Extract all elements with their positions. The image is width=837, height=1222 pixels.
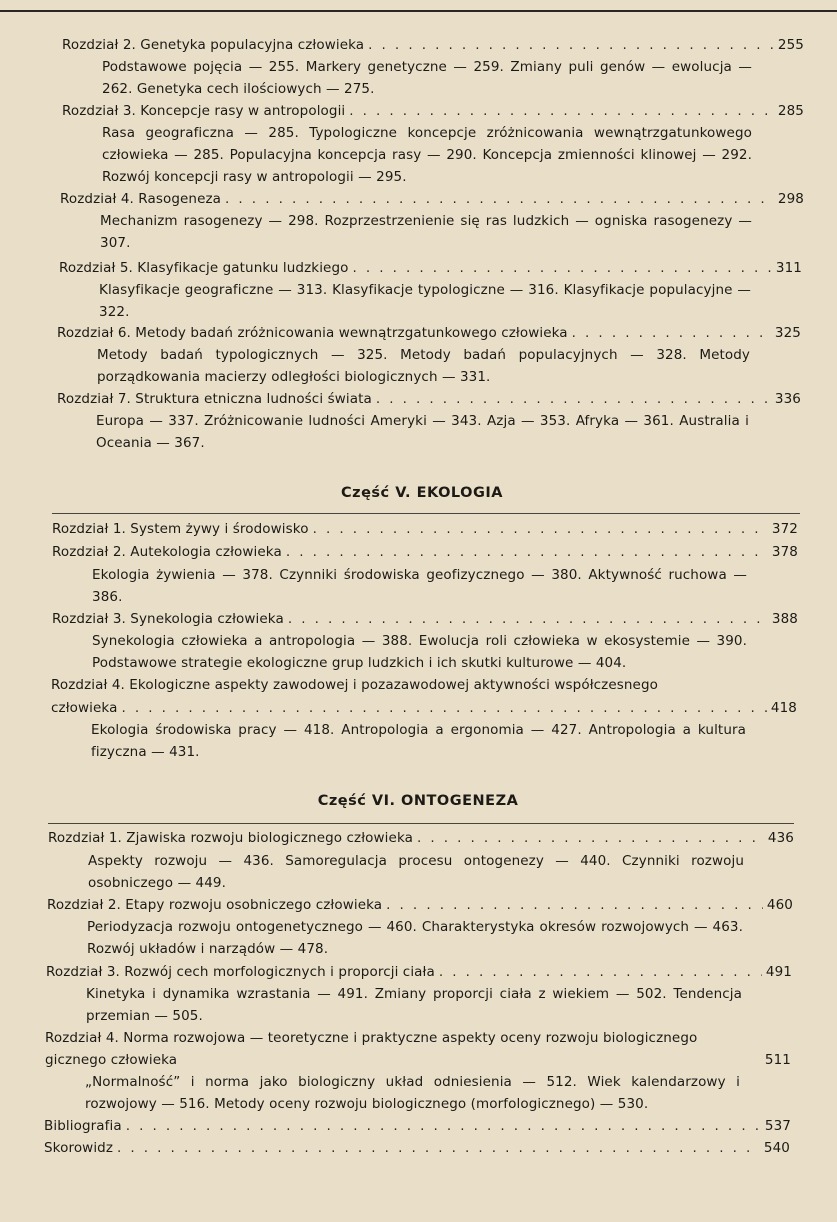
toc-entry — [59, 257, 802, 279]
entry-page: 436 — [767, 830, 794, 846]
toc-entry — [60, 188, 804, 210]
section-rule — [52, 513, 800, 514]
entry-title: Rozdział 5. Klasyfikacje gatunku ludzkiego — [59, 260, 349, 276]
dot-leader — [117, 1137, 760, 1159]
entry-subsections: Ekologia środowiska pracy — 418. Antropologia a ergonomia — 427. Antropologia a kultura fizyczna — 431. — [91, 722, 746, 760]
entry-subsections: „Normalność” i norma jako biologiczny układ odniesienia — 512. Wiek kalendarzowy i rozwojowy — 516. Metody oceny rozwoju biologicznego (morfologicznego) — 530. — [85, 1074, 740, 1112]
toc-entry — [57, 388, 801, 410]
entry-page: 298 — [777, 191, 804, 207]
entry-title: Rozdział 6. Metody badań zróżnicowania wewnątrzgatunkowego człowieka — [57, 325, 568, 341]
entry-title-continued: człowieka — [51, 700, 118, 716]
entry-page: 336 — [774, 391, 801, 407]
dot-leader — [368, 34, 774, 56]
entry-subsections: Metody badań typologicznych — 325. Metody badań populacyjnych — 328. Metody porządkowania macierzy odległości biologicznych — 331. — [97, 347, 750, 385]
dot-leader — [417, 827, 764, 849]
entry-page: 491 — [765, 964, 792, 980]
toc-entry — [52, 608, 798, 630]
toc-entry — [52, 518, 798, 540]
toc-entry — [51, 697, 797, 719]
dot-leader — [572, 322, 771, 344]
entry-title: Skorowidz — [44, 1140, 114, 1156]
dot-leader — [225, 188, 774, 210]
entry-page: 372 — [771, 521, 798, 537]
entry-title: Rozdział 7. Struktura etniczna ludności świata — [57, 391, 372, 407]
toc-entry — [62, 34, 804, 56]
entry-title: Rozdział 2. Autekologia człowieka — [52, 544, 282, 560]
entry-subsections: Mechanizm rasogenezy — 298. Rozprzestrzenienie się ras ludzkich — ogniska rasogenezy — 307. — [100, 213, 752, 251]
toc-entry — [62, 100, 804, 122]
toc-entry — [46, 961, 792, 983]
toc-entry — [47, 894, 793, 916]
entry-subsections: Ekologia żywienia — 378. Czynniki środowiska geofizycznego — 380. Aktywność ruchowa — 386. — [92, 567, 747, 605]
entry-subsections: Kinetyka i dynamika wzrastania — 491. Zmiany proporcji ciała z wiekiem — 502. Tendencja przemian — 505. — [86, 986, 742, 1024]
entry-title: Rozdział 4. Norma rozwojowa — teoretyczne i praktyczne aspekty oceny rozwoju biologicznego — [45, 1030, 698, 1046]
entry-subsections: Rasa geograficzna — 285. Typologiczne koncepcje zróżnicowania wewnątrzgatunkowego człowieka — 285. Populacyjna koncepcja rasy — 290. Koncepcja zmienności klinowej — 292. Rozwój koncepcji rasy w antropologii — 295. — [102, 125, 752, 185]
dot-leader — [353, 257, 772, 279]
entry-title: Bibliografia — [44, 1118, 122, 1134]
entry-title: Rozdział 3. Synekologia człowieka — [52, 611, 284, 627]
entry-page: 388 — [771, 611, 798, 627]
entry-page: 511 — [764, 1052, 791, 1068]
entry-page: 325 — [774, 325, 801, 341]
toc-entry — [44, 1115, 791, 1137]
dot-leader — [288, 608, 768, 630]
dot-leader — [121, 697, 766, 719]
entry-title: Rozdział 2. Genetyka populacyjna człowieka — [62, 37, 365, 53]
entry-subsections: Europa — 337. Zróżnicowanie ludności Ameryki — 343. Azja — 353. Afryka — 361. Australia i Oceania — 367. — [96, 413, 749, 451]
top-rule — [0, 10, 837, 12]
entry-subsections: Podstawowe pojęcia — 255. Markery genetyczne — 259. Zmiany puli genów — ewolucja — 262. Genetyka cech ilościowych — 275. — [102, 59, 752, 97]
entry-page: 285 — [777, 103, 804, 119]
entry-title: Rozdział 1. Zjawiska rozwoju biologicznego człowieka — [48, 830, 413, 846]
part-heading: Część VI. ONTOGENEZA — [317, 793, 519, 809]
toc-entry — [45, 1049, 791, 1071]
entry-page: 311 — [775, 260, 802, 276]
entry-title: Rozdział 2. Etapy rozwoju osobniczego człowieka — [47, 897, 383, 913]
entry-title-continued: gicznego człowieka — [45, 1052, 178, 1068]
section-rule — [48, 823, 794, 824]
entry-title: Rozdział 4. Rasogeneza — [60, 191, 222, 207]
toc-entry — [52, 541, 798, 563]
toc-entry — [48, 827, 794, 849]
entry-page: 418 — [770, 700, 797, 716]
entry-title: Rozdział 3. Koncepcje rasy w antropologii — [62, 103, 346, 119]
toc-entry — [57, 322, 801, 344]
entry-page: 540 — [763, 1140, 790, 1156]
dot-leader — [349, 100, 774, 122]
entry-subsections: Synekologia człowieka a antropologia — 388. Ewolucja roli człowieka w ekosystemie — 390. Podstawowe strategie ekologiczne grup ludzkich i ich skutki kulturowe — 404. — [92, 633, 747, 671]
toc-entry — [44, 1137, 790, 1159]
entry-title: Rozdział 3. Rozwój cech morfologicznych i proporcji ciała — [46, 964, 435, 980]
entry-page: 460 — [766, 897, 793, 913]
dot-leader — [286, 541, 768, 563]
entry-page: 255 — [777, 37, 804, 53]
entry-title: Rozdział 1. System żywy i środowisko — [52, 521, 309, 537]
dot-leader — [439, 961, 762, 983]
dot-leader — [386, 894, 763, 916]
part-heading: Część V. EKOLOGIA — [341, 485, 503, 501]
entry-subsections: Klasyfikacje geograficzne — 313. Klasyfikacje typologiczne — 316. Klasyfikacje populacyjne — 322. — [99, 282, 751, 320]
entry-page: 378 — [771, 544, 798, 560]
entry-page: 537 — [764, 1118, 791, 1134]
entry-subsections: Aspekty rozwoju — 436. Samoregulacja procesu ontogenezy — 440. Czynniki rozwoju osobniczego — 449. — [88, 853, 744, 891]
dot-leader — [313, 518, 768, 540]
entry-title: Rozdział 4. Ekologiczne aspekty zawodowej i pozazawodowej aktywności współczesnego — [51, 677, 658, 693]
dot-leader — [376, 388, 771, 410]
dot-leader — [126, 1115, 761, 1137]
entry-subsections: Periodyzacja rozwoju ontogenetycznego — 460. Charakterystyka okresów rozwojowych — 463. Rozwój układów i narządów — 478. — [87, 919, 743, 957]
